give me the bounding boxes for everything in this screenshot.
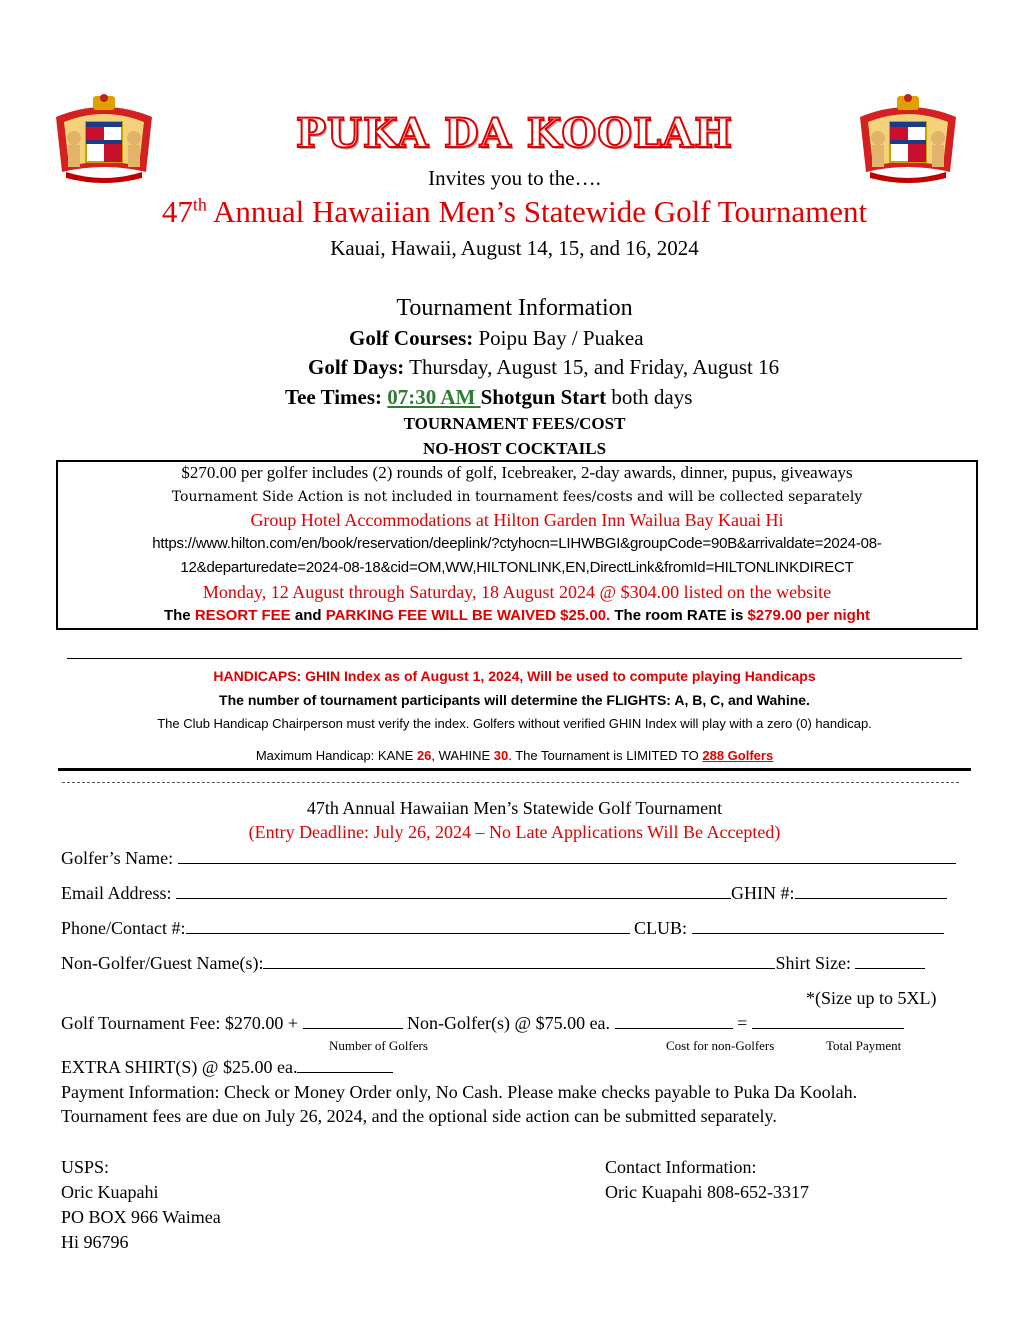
golfers-count-field[interactable] [303,1014,403,1029]
fees-heading: TOURNAMENT FEES/COST [403,414,626,433]
shirt-label: Shirt Size: [775,953,856,973]
max-c: . The Tournament is LIMITED TO [508,748,703,763]
divider-thick [58,768,971,771]
extra-shirts-field[interactable] [297,1058,393,1073]
divider-thin [67,658,962,659]
email-row [61,883,947,904]
tee-start: Shotgun Start [480,385,607,409]
contact-value: Oric Kuapahi 808-652-3317 [605,1182,809,1202]
size-note: *(Size up to 5XL) [806,988,937,1008]
fee-line-2: Tournament Side Action is not included in tournament fees/costs and will be collected separately [171,489,863,505]
cocktails-heading: NO-HOST COCKTAILS [422,439,607,458]
days-value: Thursday, August 15, and Friday, August 16 [404,355,780,379]
extra-shirts-label: EXTRA SHIRT(S) @ $25.00 ea. [61,1057,298,1077]
usps-label: USPS: [61,1157,110,1177]
fee-line-1: $270.00 per golfer includes (2) rounds of golf, Icebreaker, 2-day awards, dinner, pupus, giveaways [181,463,853,482]
resort-fee-line [56,607,978,624]
club-label: CLUB: [629,918,692,938]
fee-a: The [163,607,195,624]
location-dates: Kauai, Hawaii, August 14, 15, and 16, 2024 [330,236,699,260]
total-payment-field[interactable] [752,1014,904,1029]
email-label: Email Address: [61,883,176,903]
tee-times [285,385,692,410]
payment-line-1: Payment Information: Check or Money Order only, No Cash. Please make checks payable to Puka Da Koolah. [61,1082,858,1102]
title-ordinal: th [192,194,207,215]
handicap-line-1: HANDICAPS: GHIN Index as of August 1, 2024, Will be used to compute playing Handicaps [213,668,816,684]
hotel-dates-line: Monday, 12 August through Saturday, 18 August 2024 @ $304.00 listed on the website [202,582,832,602]
room-rate: $279.00 per night [747,607,871,624]
golfer-name-field[interactable] [178,849,956,864]
club-field[interactable] [692,919,944,934]
days-label: Golf Days: [308,355,405,379]
fee-label-a: Golf Tournament Fee: $270.00 + [61,1013,303,1033]
handicap-line-3: The Club Handicap Chairperson must verify the index. Golfers without verified GHIN Index will play with a zero (0) handicap. [157,716,872,731]
resort-fee: RESORT FEE [194,607,291,624]
entry-deadline: (Entry Deadline: July 26, 2024 – No Late Applications Will Be Accepted) [248,822,781,842]
invite-text: Invites you to the…. [428,166,601,190]
max-b: , WAHINE [431,748,494,763]
ghin-field[interactable] [795,884,947,899]
tee-label: Tee Times: [285,385,388,409]
wahine-max: 30 [493,748,509,763]
kane-max: 26 [416,748,432,763]
email-field[interactable] [176,884,731,899]
guest-field[interactable] [263,954,775,969]
courses-value: Poipu Bay / Puakea [473,326,644,350]
tee-time: 07:30 AM [387,385,481,409]
fee-label-b: Non-Golfer(s) @ $75.00 ea. [402,1013,615,1033]
title-number: 47 [161,194,193,229]
usps-zip: Hi 96796 [61,1232,129,1252]
usps-name: Oric Kuapahi [61,1182,159,1202]
payment-line-2: Tournament fees are due on July 26, 2024, and the optional side action can be submitted separately. [61,1106,777,1126]
ghin-label: GHIN #: [731,883,795,903]
tournament-title [0,194,1029,230]
usps-box: PO BOX 966 Waimea [61,1207,221,1227]
fee-label-c: = [732,1013,752,1033]
golf-days [308,355,779,380]
info-heading: Tournament Information [396,295,633,321]
hotel-url-line-2[interactable]: 12&departuredate=2024-08-18&cid=OM,WW,HILTONLINK,EN,DirectLink&fromId=HILTONLINKDIRECT [180,559,854,576]
contact-label: Contact Information: [605,1157,757,1177]
shirt-field[interactable] [855,954,925,969]
fee-e: The room RATE is [610,607,748,624]
guest-label: Non-Golfer/Guest Name(s): [61,953,264,973]
tee-rest: both days [606,385,693,409]
max-a: Maximum Handicap: KANE [255,748,417,763]
parking-fee: PARKING FEE WILL BE WAIVED $25.00. [325,607,611,624]
golf-courses [349,326,644,351]
golfer-name-label: Golfer’s Name: [61,848,178,868]
hotel-url-line-1[interactable]: https://www.hilton.com/en/book/reservation/deeplink/?ctyhocn=LIHWBGI&groupCode=90B&arrivaldate=2024-08- [152,535,882,552]
guest-row [61,953,925,974]
golfer-name-row [61,848,956,869]
phone-label: Phone/Contact #: [61,918,186,938]
golfer-limit: 288 Golfers [702,748,774,763]
form-title: 47th Annual Hawaiian Men’s Statewide Golf Tournament [306,798,723,818]
nongolfer-cost-field[interactable] [615,1014,733,1029]
org-name-logo: PUKA DA KOOLAH [295,110,734,157]
title-rest: Annual Hawaiian Men’s Statewide Golf Tournament [206,194,868,229]
phone-row [61,918,944,939]
label-total-payment: Total Payment [826,1038,902,1053]
fee-row [61,1013,904,1034]
max-handicap-line [0,748,1029,763]
fee-c: and [290,607,326,624]
label-number-golfers: Number of Golfers [329,1038,428,1053]
hotel-line: Group Hotel Accommodations at Hilton Garden Inn Wailua Bay Kauai Hi [250,510,784,530]
divider-dashed [62,782,959,783]
handicap-line-2: The number of tournament participants will determine the FLIGHTS: A, B, C, and Wahine. [219,692,810,708]
extra-shirts-row [61,1057,393,1078]
label-cost-nongolfers: Cost for non-Golfers [666,1038,775,1053]
courses-label: Golf Courses: [349,326,474,350]
phone-field[interactable] [186,919,630,934]
